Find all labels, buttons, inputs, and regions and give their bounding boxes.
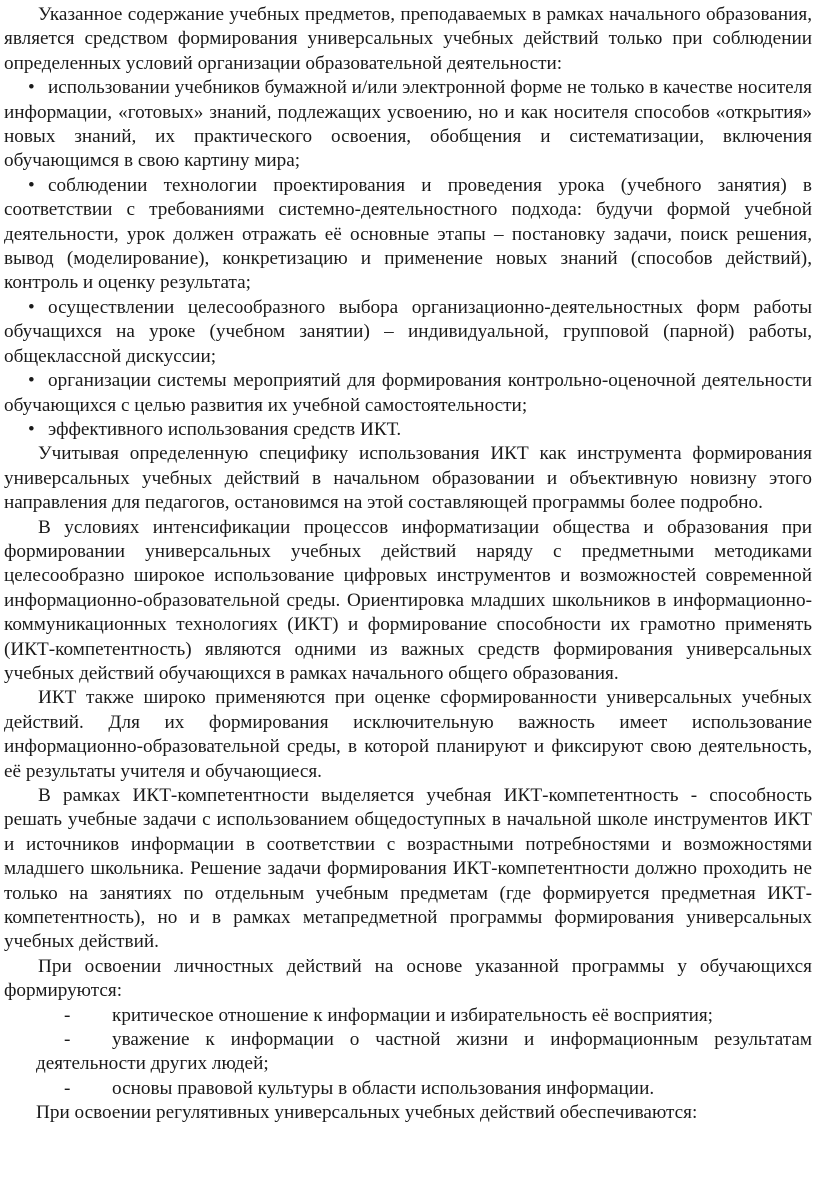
- dash-text: критическое отношение к информации и избирательность её восприятия;: [112, 1004, 714, 1026]
- bullet-mark: •: [28, 418, 35, 440]
- bullet-item-assessment: [4, 369, 812, 418]
- informatization-paragraph: В условиях интенсификации процессов информатизации общества и образования при формировании универсальных учебных действий наряду с предметными методиками целесообразно широкое использование цифровых инструментов и возможностей современной информационно-образовательной среды. Ориентировка младших школьников в информационно-коммуникационных технологиях (ИКТ) и формирование способности их грамотно применять (ИКТ-компетентность) являются одними из важных средств формирования универсальных учебных действий обучающихся в рамках начального общего образования.: [4, 516, 812, 684]
- bullet-item-work-forms: [4, 296, 812, 369]
- regulatory-actions-paragraph: При освоении регулятивных универсальных учебных действий обеспечиваются:: [36, 1102, 698, 1124]
- bullet-text: осуществлении целесообразного выбора организационно-деятельностных форм работы обучащихся на уроке (учебном занятии) – индивидуальной, групповой (парной) работы, общеклассной дискуссии;: [4, 296, 812, 367]
- bullet-mark: •: [28, 174, 35, 196]
- personal-actions-paragraph: При освоении личностных действий на основе указанной программы у обучающихся формируются:: [4, 955, 812, 1002]
- dash-item-respect-information: [4, 1028, 812, 1077]
- dash-item-legal-culture: [4, 1077, 812, 1101]
- bullet-text: соблюдении технологии проектирования и проведения урока (учебного занятия) в соответствии с требованиями системно-деятельностного подхода: будучи формой учебной деятельности, урок должен отражать её основные этапы – постановку задачи, поиск решения, вывод (моделирование), конкретизацию и применение новых знаний (способов действий), контроль и оценку результата;: [4, 174, 812, 294]
- intro-paragraph: Указанное содержание учебных предметов, преподаваемых в рамках начального образования, является средством формирования универсальных учебных действий только при соблюдении определенных условий организации образовательной деятельности:: [4, 4, 812, 74]
- bullet-item-lesson-design: [4, 174, 812, 296]
- dash-text: основы правовой культуры в области использования информации.: [112, 1077, 655, 1099]
- dash-item-critical-attitude: [4, 1004, 812, 1028]
- bullet-text: организации системы мероприятий для формирования контрольно-оценочной деятельности обучающихся с целью развития их учебной самостоятельности;: [4, 370, 812, 416]
- dash-text: уважение к информации о частной жизни и информационным результатам деятельности других людей;: [36, 1029, 812, 1075]
- ict-specifics-paragraph: Учитывая определенную специфику использования ИКТ как инструмента формирования универсальных учебных действий в начальном образовании и объективную новизну этого направления для педагогов, остановимся на этой составляющей программы более подробно.: [4, 443, 812, 514]
- bullet-mark: •: [28, 296, 35, 318]
- bullet-mark: •: [28, 370, 35, 392]
- dash-mark: -: [64, 1004, 71, 1026]
- ict-assessment-paragraph: ИКТ также широко применяются при оценке сформированности универсальных учебных действий. Для их формирования исключительную важность имеет использование информационно-образовательной среды, в которой планируют и фиксируют свою деятельность, её результаты учителя и обучающиеся.: [4, 687, 812, 782]
- bullet-item-textbooks: [4, 76, 812, 174]
- bullet-mark: •: [28, 77, 35, 99]
- bullet-item-ict: [4, 418, 812, 442]
- dash-mark: -: [64, 1077, 71, 1099]
- bullet-text: эффективного использования средств ИКТ.: [48, 418, 402, 440]
- ict-competence-paragraph: В рамках ИКТ-компетентности выделяется учебная ИКТ-компетентность - способность решать учебные задачи с использованием общедоступных в начальной школе инструментов ИКТ и источников информации в соответствии с возрастными потребностями и возможностями младшего школьника. Решение задачи формирования ИКТ-компетентности должно проходить не только на занятиях по отдельным учебным предметам (где формируется предметная ИКТ-компетентность), но и в рамках метапредметной программы формирования универсальных учебных действий.: [4, 785, 812, 953]
- dash-mark: -: [64, 1029, 71, 1051]
- bullet-text: использовании учебников бумажной и/или электронной форме не только в качестве носителя информации, «готовых» знаний, подлежащих усвоению, но и как носителя способов «открытия» новых знаний, их практического освоения, обобщения и систематизации, включения обучающимся в свою картину мира;: [4, 77, 812, 172]
